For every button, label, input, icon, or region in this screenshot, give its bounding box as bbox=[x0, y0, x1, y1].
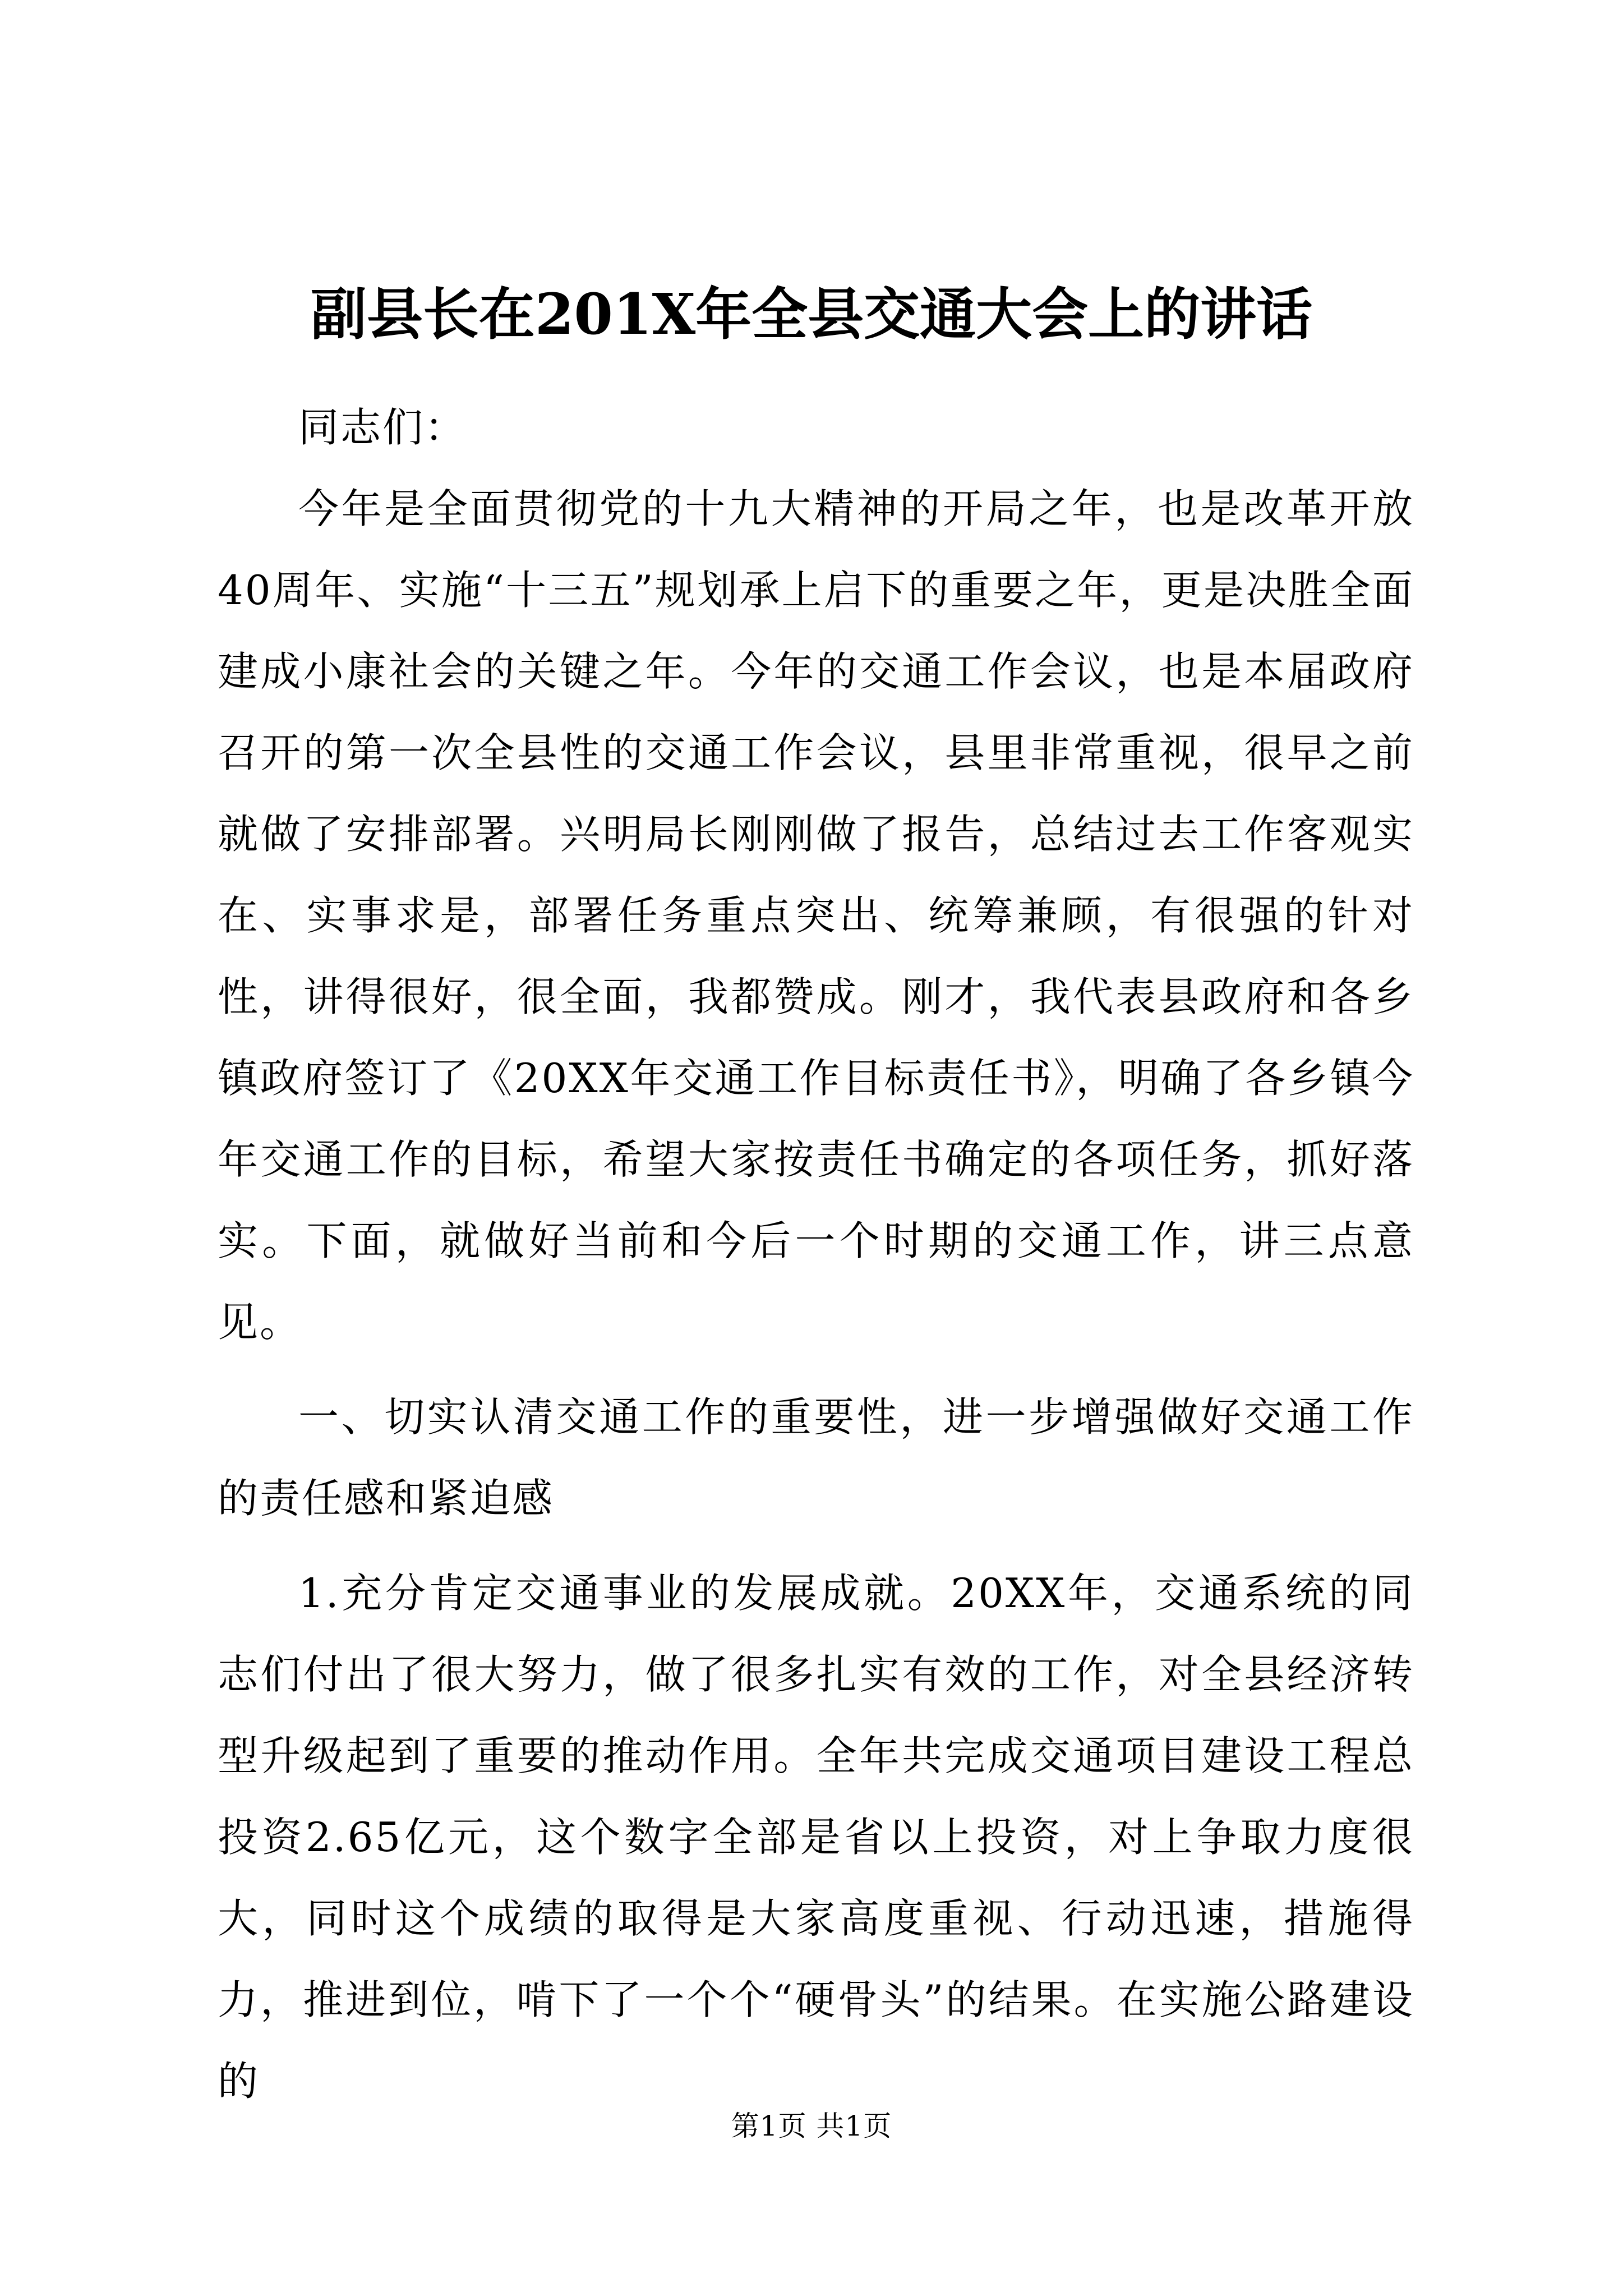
page-number-footer: 第1页 共1页 bbox=[731, 2110, 892, 2142]
document-title: 副县长在201X年全县交通大会上的讲话 bbox=[310, 281, 1313, 347]
document-body bbox=[218, 387, 1414, 2136]
paragraph-achievements: 1.充分肯定交通事业的发展成就。20XX年，交通系统的同志们付出了很大努力，做了很多扎实有效的工作，对全县经济转型升级起到了重要的推动作用。全年共完成交通项目建设工程总投资2.65亿元，这个数字全部是省以上投资，对上争取力度很大，同时这个成绩的取得是大家高度重视、行动迅速，措施得力，推进到位，啃下了一个个“硬骨头”的结果。在实施公路建设的 bbox=[218, 1570, 1414, 2105]
section-heading-1: 一、切实认清交通工作的重要性，进一步增强做好交通工作的责任感和紧迫感 bbox=[218, 1393, 1414, 1522]
salutation: 同志们： bbox=[298, 404, 467, 451]
paragraph-intro: 今年是全面贯彻党的十九大精神的开局之年，也是改革开放40周年、实施“十三五”规划承上启下的重要之年，更是决胜全面建成小康社会的关键之年。今年的交通工作会议，也是本届政府召开的第一次全县性的交通工作会议，县里非常重视，很早之前就做了安排部署。兴明局长刚刚做了报告，总结过去工作客观实在、实事求是，部署任务重点突出、统筹兼顾，有很强的针对性，讲得很好，很全面，我都赞成。刚才，我代表县政府和各乡镇政府签订了《20XX年交通工作目标责任书》，明确了各乡镇今年交通工作的目标，希望大家按责任书确定的各项任务，抓好落实。下面，就做好当前和今后一个时期的交通工作，讲三点意见。 bbox=[218, 485, 1414, 1346]
